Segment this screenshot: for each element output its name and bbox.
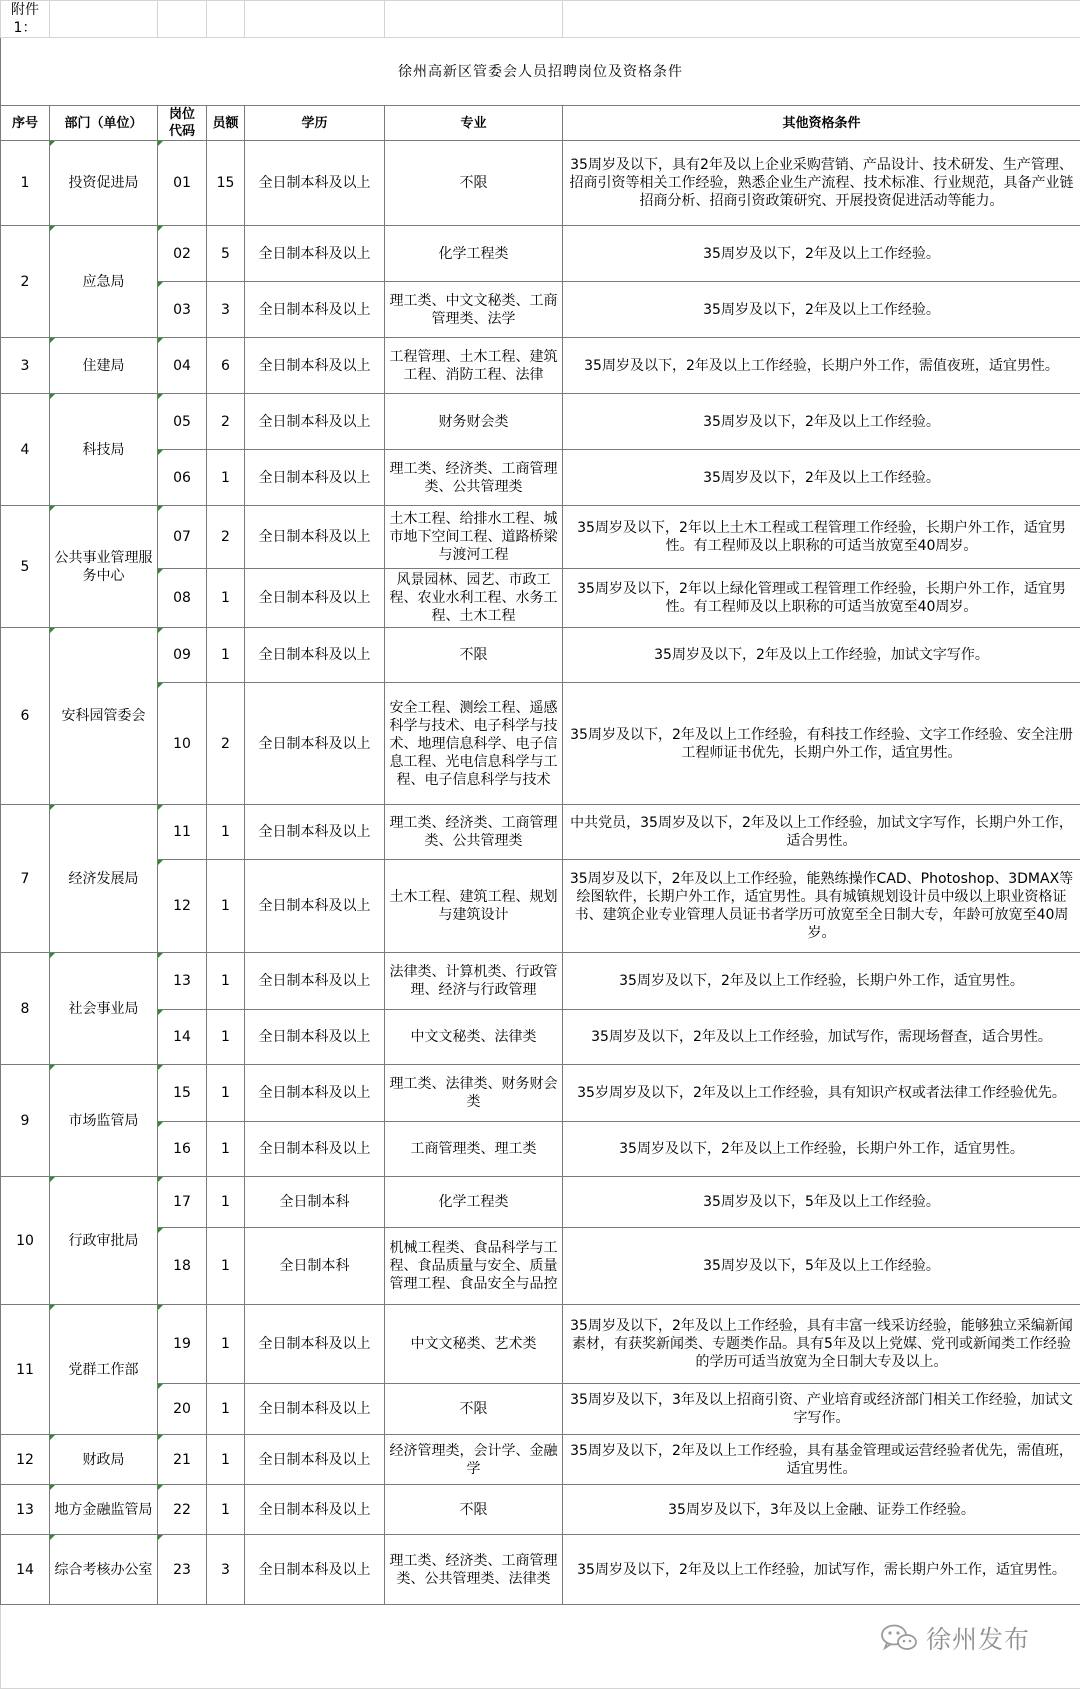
major: 土木工程、建筑工程、规划与建筑设计 [385,860,563,953]
other-requirements: 中共党员，35周岁及以下，2年及以上工作经验，加试文字写作，长期户外工作，适合男性。 [563,805,1080,860]
department-index: 12 [1,1435,50,1485]
education: 全日制本科及以上 [245,1010,385,1065]
position-code: 14 [158,1010,207,1065]
major: 不限 [385,141,563,226]
position-code: 19 [158,1305,207,1384]
position-code: 20 [158,1384,207,1435]
table-row [1,1122,1080,1177]
education: 全日制本科及以上 [245,1305,385,1384]
major: 不限 [385,1384,563,1435]
watermark [880,1618,1030,1658]
headcount: 3 [207,1535,245,1605]
education: 全日制本科及以上 [245,1065,385,1122]
other-requirements: 35周岁及以下，2年以上绿化管理或工程管理工作经验，长期户外工作，适宜男性。有工程师及以上职称的可适当放宽至40周岁。 [563,569,1080,628]
page-title: 徐州高新区管委会人员招聘岗位及资格条件 [1,38,1080,106]
major: 理工类、法律类、财务财会类 [385,1065,563,1122]
other-requirements: 35周岁及以下，2年及以上工作经验，长期户外工作，适宜男性。 [563,1122,1080,1177]
other-requirements: 35周岁及以下，3年及以上金融、证券工作经验。 [563,1485,1080,1535]
department-name: 投资促进局 [50,141,158,226]
headcount: 1 [207,569,245,628]
position-code: 08 [158,569,207,628]
headcount: 1 [207,1010,245,1065]
other-requirements: 35周岁及以下，具有2年及以上企业采购营销、产品设计、技术研发、生产管理、招商引资等相关工作经验，熟悉企业生产流程、技术标准、行业规范，具备产业链招商分析、招商引资政策研究、开展投资促进活动等能力。 [563,141,1080,226]
other-requirements: 35周岁及以下，2年及以上工作经验，长期户外工作，需值夜班，适宜男性。 [563,338,1080,394]
table-row [1,860,1080,953]
department-name: 党群工作部 [50,1305,158,1435]
education: 全日制本科及以上 [245,953,385,1010]
table-row [1,450,1080,506]
headcount: 1 [207,1435,245,1485]
table-row [1,628,1080,683]
other-requirements: 35周岁及以下，2年及以上工作经验，加试写作，需现场督查，适合男性。 [563,1010,1080,1065]
department-name: 社会事业局 [50,953,158,1065]
empty-cell [245,1,385,38]
major: 风景园林、园艺、市政工程、农业水利工程、水务工程、土木工程 [385,569,563,628]
headcount: 1 [207,860,245,953]
major: 工程管理、土木工程、建筑工程、消防工程、法律 [385,338,563,394]
headcount: 3 [207,282,245,338]
department-index: 5 [1,506,50,628]
table-row [1,338,1080,394]
position-code: 01 [158,141,207,226]
position-code: 04 [158,338,207,394]
department-index: 3 [1,338,50,394]
header-department: 部门（单位） [50,106,158,141]
other-requirements: 35周岁及以下，2年及以上工作经验。 [563,450,1080,506]
position-code: 12 [158,860,207,953]
department-index: 4 [1,394,50,506]
department-index: 9 [1,1065,50,1177]
major: 财务财会类 [385,394,563,450]
wechat-icon [880,1623,918,1653]
other-requirements: 35周岁及以下，5年及以上工作经验。 [563,1228,1080,1305]
education: 全日制本科及以上 [245,394,385,450]
major: 理工类、经济类、工商管理类、公共管理类 [385,450,563,506]
education: 全日制本科 [245,1228,385,1305]
headcount: 15 [207,141,245,226]
other-requirements: 35周岁及以下，2年及以上工作经验。 [563,394,1080,450]
position-code: 05 [158,394,207,450]
position-code: 02 [158,226,207,282]
education: 全日制本科及以上 [245,450,385,506]
department-index: 8 [1,953,50,1065]
education: 全日制本科及以上 [245,628,385,683]
education: 全日制本科及以上 [245,683,385,805]
table-row [1,141,1080,226]
major: 理工类、经济类、工商管理类、公共管理类 [385,805,563,860]
department-name: 应急局 [50,226,158,338]
empty-cell [385,1,563,38]
department-index: 11 [1,1305,50,1435]
other-requirements: 35周岁及以下，2年及以上工作经验，有科技工作经验、文字工作经验、安全注册工程师证书优先，长期户外工作，适宜男性。 [563,683,1080,805]
position-code: 17 [158,1177,207,1228]
headcount: 1 [207,1122,245,1177]
other-requirements: 35周岁及以下，2年及以上工作经验。 [563,226,1080,282]
table-row [1,282,1080,338]
header-headcount: 员额 [207,106,245,141]
department-name: 安科园管委会 [50,628,158,805]
header-other-requirements: 其他资格条件 [563,106,1080,141]
major: 中文文秘类、法律类 [385,1010,563,1065]
education: 全日制本科及以上 [245,141,385,226]
table-row [1,1305,1080,1384]
headcount: 1 [207,628,245,683]
department-name: 行政审批局 [50,1177,158,1305]
department-name: 住建局 [50,338,158,394]
headcount: 1 [207,953,245,1010]
department-name: 地方金融监管局 [50,1485,158,1535]
department-name: 公共事业管理服务中心 [50,506,158,628]
department-name: 综合考核办公室 [50,1535,158,1605]
department-index: 1 [1,141,50,226]
education: 全日制本科及以上 [245,860,385,953]
other-requirements: 35周岁及以下，2年及以上工作经验。 [563,282,1080,338]
headcount: 1 [207,1065,245,1122]
education: 全日制本科及以上 [245,1485,385,1535]
table-row [1,1177,1080,1228]
headcount: 6 [207,338,245,394]
major: 安全工程、测绘工程、遥感科学与技术、电子科学与技术、地理信息科学、电子信息工程、光电信息科学与工程、电子信息科学与技术 [385,683,563,805]
department-index: 10 [1,1177,50,1305]
education: 全日制本科及以上 [245,506,385,569]
position-code: 16 [158,1122,207,1177]
headcount: 2 [207,394,245,450]
table-row [1,1485,1080,1535]
table-row [1,1435,1080,1485]
empty-cell [207,1,245,38]
other-requirements: 35周岁及以下，2年及以上工作经验，具有丰富一线采访经验，能够独立采编新闻素材，有获奖新闻类、专题类作品。具有5年及以上党媒、党刊或新闻类工作经验的学历可适当放宽为全日制大专及以上。 [563,1305,1080,1384]
headcount: 1 [207,1177,245,1228]
major: 机械工程类、食品科学与工程、食品质量与安全、质量管理工程、食品安全与品控 [385,1228,563,1305]
table-row [1,226,1080,282]
position-code: 15 [158,1065,207,1122]
position-code: 22 [158,1485,207,1535]
watermark-text: 徐州发布 [926,1620,1030,1656]
department-index: 6 [1,628,50,805]
table-row [1,1535,1080,1605]
major: 理工类、中文文秘类、工商管理类、法学 [385,282,563,338]
empty-cell [158,1,207,38]
position-code: 06 [158,450,207,506]
position-code: 11 [158,805,207,860]
position-code: 09 [158,628,207,683]
major: 中文文秘类、艺术类 [385,1305,563,1384]
headcount: 5 [207,226,245,282]
department-name: 财政局 [50,1435,158,1485]
headcount: 1 [207,1485,245,1535]
major: 经济管理类，会计学、金融学 [385,1435,563,1485]
headcount: 2 [207,506,245,569]
education: 全日制本科及以上 [245,1384,385,1435]
position-code: 21 [158,1435,207,1485]
education: 全日制本科及以上 [245,569,385,628]
department-index: 7 [1,805,50,953]
table-row [1,1010,1080,1065]
headcount: 2 [207,683,245,805]
headcount: 1 [207,450,245,506]
department-name: 科技局 [50,394,158,506]
other-requirements: 35岁周岁及以下，2年及以上工作经验，具有知识产权或者法律工作经验优先。 [563,1065,1080,1122]
department-name: 经济发展局 [50,805,158,953]
department-index: 13 [1,1485,50,1535]
other-requirements: 35周岁及以下，2年及以上工作经验，能熟练操作CAD、Photoshop、3DMAX等绘图软件，长期户外工作，适宜男性。具有城镇规划设计员中级以上职业资格证书、建筑企业专业管理人员证书者学历可放宽至全日制大专，年龄可放宽至40周岁。 [563,860,1080,953]
major: 化学工程类 [385,226,563,282]
major: 法律类、计算机类、行政管理、经济与行政管理 [385,953,563,1010]
education: 全日制本科及以上 [245,1122,385,1177]
education: 全日制本科及以上 [245,1535,385,1605]
department-name: 市场监管局 [50,1065,158,1177]
major: 不限 [385,628,563,683]
attachment-label: 附件1： [1,1,50,38]
education: 全日制本科 [245,1177,385,1228]
position-code: 10 [158,683,207,805]
headcount: 1 [207,1305,245,1384]
table-row [1,1065,1080,1122]
table-row [1,953,1080,1010]
education: 全日制本科及以上 [245,226,385,282]
other-requirements: 35周岁及以下，2年及以上工作经验，加试文字写作。 [563,628,1080,683]
headcount: 1 [207,1384,245,1435]
header-code-line1: 岗位 [161,106,203,123]
other-requirements: 35周岁及以下，2年及以上工作经验，加试写作，需长期户外工作，适宜男性。 [563,1535,1080,1605]
education: 全日制本科及以上 [245,805,385,860]
empty-cell [563,1,1080,38]
position-code: 03 [158,282,207,338]
major: 化学工程类 [385,1177,563,1228]
other-requirements: 35周岁及以下，2年及以上工作经验，具有基金管理或运营经验者优先，需值班，适宜男性。 [563,1435,1080,1485]
table-row [1,569,1080,628]
position-code: 13 [158,953,207,1010]
header-index: 序号 [1,106,50,141]
header-position-code [158,106,207,141]
other-requirements: 35周岁及以下，2年以上土木工程或工程管理工作经验，长期户外工作，适宜男性。有工程师及以上职称的可适当放宽至40周岁。 [563,506,1080,569]
major: 理工类、经济类、工商管理类、公共管理类、法律类 [385,1535,563,1605]
education: 全日制本科及以上 [245,1435,385,1485]
major: 工商管理类、理工类 [385,1122,563,1177]
other-requirements: 35周岁及以下，5年及以上工作经验。 [563,1177,1080,1228]
position-code: 23 [158,1535,207,1605]
position-code: 18 [158,1228,207,1305]
table-row [1,1228,1080,1305]
department-index: 2 [1,226,50,338]
department-index: 14 [1,1535,50,1605]
major: 不限 [385,1485,563,1535]
header-code-line2: 代码 [161,123,203,140]
headcount: 1 [207,805,245,860]
table-row [1,1384,1080,1435]
table-row [1,805,1080,860]
other-requirements: 35周岁及以下，2年及以上工作经验，长期户外工作，适宜男性。 [563,953,1080,1010]
major: 土木工程、给排水工程、城市地下空间工程、道路桥梁与渡河工程 [385,506,563,569]
position-code: 07 [158,506,207,569]
other-requirements: 35周岁及以下，3年及以上招商引资、产业培育或经济部门相关工作经验，加试文字写作。 [563,1384,1080,1435]
empty-cell [50,1,158,38]
header-major: 专业 [385,106,563,141]
headcount: 1 [207,1228,245,1305]
table-row [1,394,1080,450]
education: 全日制本科及以上 [245,338,385,394]
education: 全日制本科及以上 [245,282,385,338]
table-row [1,506,1080,569]
header-education: 学历 [245,106,385,141]
table-row [1,683,1080,805]
